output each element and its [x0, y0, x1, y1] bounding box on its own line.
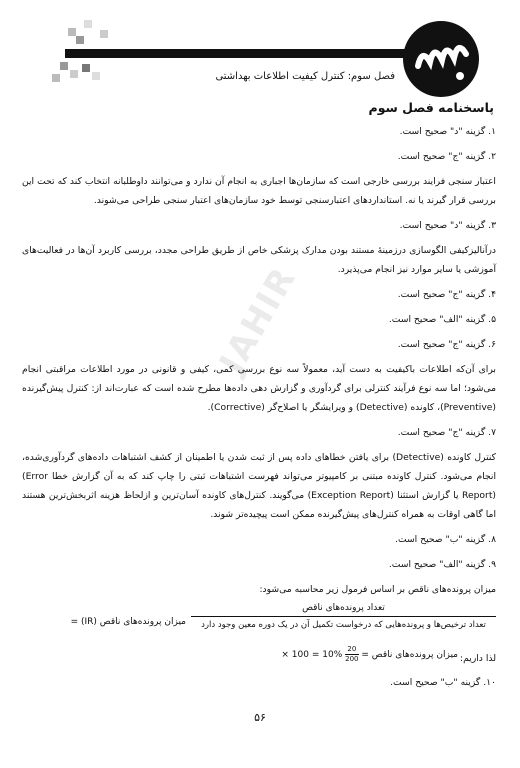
- section-title: پاسخنامه فصل سوم: [368, 100, 494, 115]
- header-rule: [65, 49, 450, 58]
- formula-lhs: میزان پرونده‌های ناقص (IR) =: [70, 617, 186, 627]
- answer-3: ۳. گزینه "د" صحیح است.: [399, 220, 496, 231]
- explanation-3: درآنالیزکیفی الگوسازی درزمینهٔ مستند بودن مدارک پزشکی خاص از طریق طراحی مجدد، بررسی کاربرد آن‌ها در فعالیت‌های آموزشی یا سایر موارد نیز انجام می‌پذیرد.: [22, 245, 496, 275]
- formula: [22, 601, 496, 641]
- answer-7: ۷. گزینه "ج" صحیح است.: [397, 427, 496, 438]
- text-span: برای آن‌که اطلاعات باکیفیت به دست آید، معمولاً سه نوع بررسی کمی، کیفی و قانونی در مورد اطلاعات مراقبتی انجام می‌شود؛ اما سه نوع فرآیند کنترلی برای گردآوری و گزارش دهی داده‌ها مطرح شده است که عبارت‌اند از: کنترل پیش‌گیرنده: [22, 364, 496, 394]
- decor-square: [82, 64, 90, 72]
- term-error-report: (Error Report): [22, 471, 497, 501]
- decor-square: [60, 62, 68, 70]
- answer-4: ۴. گزینه "ج" صحیح است.: [397, 289, 496, 300]
- answer-8: ۸. گزینه "ب" صحیح است.: [395, 534, 496, 545]
- answer-1: ۱. گزینه "د" صحیح است.: [399, 126, 496, 137]
- chapter-logo-icon: [400, 18, 482, 100]
- text-span: .: [207, 402, 211, 413]
- calculation: [22, 645, 496, 673]
- watermark: JAHIR: [211, 259, 305, 381]
- text-span: یا گزارش استثنا: [393, 490, 462, 501]
- text-span: ، کاونده: [407, 402, 441, 413]
- answer-content: [22, 122, 496, 698]
- term-detective: (Detective): [356, 402, 408, 413]
- decor-square: [52, 74, 60, 82]
- text-span: می‌گویند. کنترل‌های کاونده آسان‌ترین و ازلحاظ هزینه اثربخش‌ترین هستند اما گاهی اوقات به همراه کنترل‌های پیش‌گیرنده ممکن است پیچیده‌تر شوند.: [22, 490, 496, 520]
- calc-fraction: [345, 645, 358, 664]
- decor-square: [76, 36, 84, 44]
- calc-numerator: 20: [347, 645, 357, 653]
- calc-equation: [281, 645, 458, 665]
- answer-6: ۶. گزینه "ج" صحیح است.: [397, 339, 496, 350]
- text-span: کنترل کاونده: [443, 452, 497, 463]
- formula-denominator: تعداد ترخیص‌ها و پرونده‌هایی که درخواست تکمیل آن در یک دوره معین وجود دارد: [201, 620, 486, 630]
- term-detective: (Detective): [392, 452, 444, 463]
- decor-square: [70, 70, 78, 78]
- fraction-bar: [191, 616, 496, 617]
- term-preventive: (Preventive): [440, 402, 496, 413]
- term-exception-report: (Exception Report): [307, 490, 394, 501]
- explanation-7: [22, 448, 496, 524]
- page-number: ۵۶: [254, 711, 266, 724]
- answer-9: ۹. گزینه "الف" صحیح است.: [388, 559, 496, 570]
- term-corrective: (Corrective): [210, 402, 265, 413]
- decor-square: [84, 20, 92, 28]
- formula-numerator: تعداد پرونده‌های ناقص: [302, 603, 385, 613]
- calc-rhs: میزان پرونده‌های ناقص =: [361, 650, 458, 660]
- calc-result: × 100 = 10%: [281, 650, 343, 660]
- answer-10: ۱۰. گزینه "ب" صحیح است.: [390, 677, 496, 688]
- decor-square: [92, 72, 100, 80]
- page-header: [0, 0, 520, 100]
- explanation-2: اعتبار سنجی فرایند بررسی خارجی است که سازمان‌ها اجباری به انجام آن ندارد و می‌توانند داوطلبانه انتخاب کند که تحت این بررسی قرار گیرند یا نه. استانداردهای اعتبارسنجی توسط خود سازمان‌های اعتبار سنجی طراحی می‌شوند.: [22, 176, 496, 206]
- answer-2: ۲. گزینه "ج" صحیح است.: [397, 151, 496, 162]
- decor-square: [68, 28, 76, 36]
- decor-square: [100, 30, 108, 38]
- text-span: برای یافتن خطاهای داده پس از ثبت شدن یا اطمینان از کشف اشتباهات داده‌های گردآوری‌شده، انجام می‌شود. کنترل کاونده مبتنی بر کامپیوتر می‌تواند فهرست اشتباهات ثبتی را چاپ کند که به آن گزارش خطا: [22, 452, 496, 482]
- calc-denominator: 200: [345, 655, 359, 663]
- chapter-title: فصل سوم: کنترل کیفیت اطلاعات بهداشتی: [215, 71, 395, 82]
- explanation-9: میزان پرونده‌های ناقص بر اساس فرمول زیر محاسبه می‌شود:: [259, 584, 496, 595]
- calc-label: لذا داریم:: [460, 653, 496, 664]
- text-span: و ویرایشگر یا اصلاح‌گر: [264, 402, 356, 413]
- explanation-6: [22, 360, 496, 417]
- answer-5: ۵. گزینه "الف" صحیح است.: [388, 314, 496, 325]
- formula-fraction: [191, 601, 496, 632]
